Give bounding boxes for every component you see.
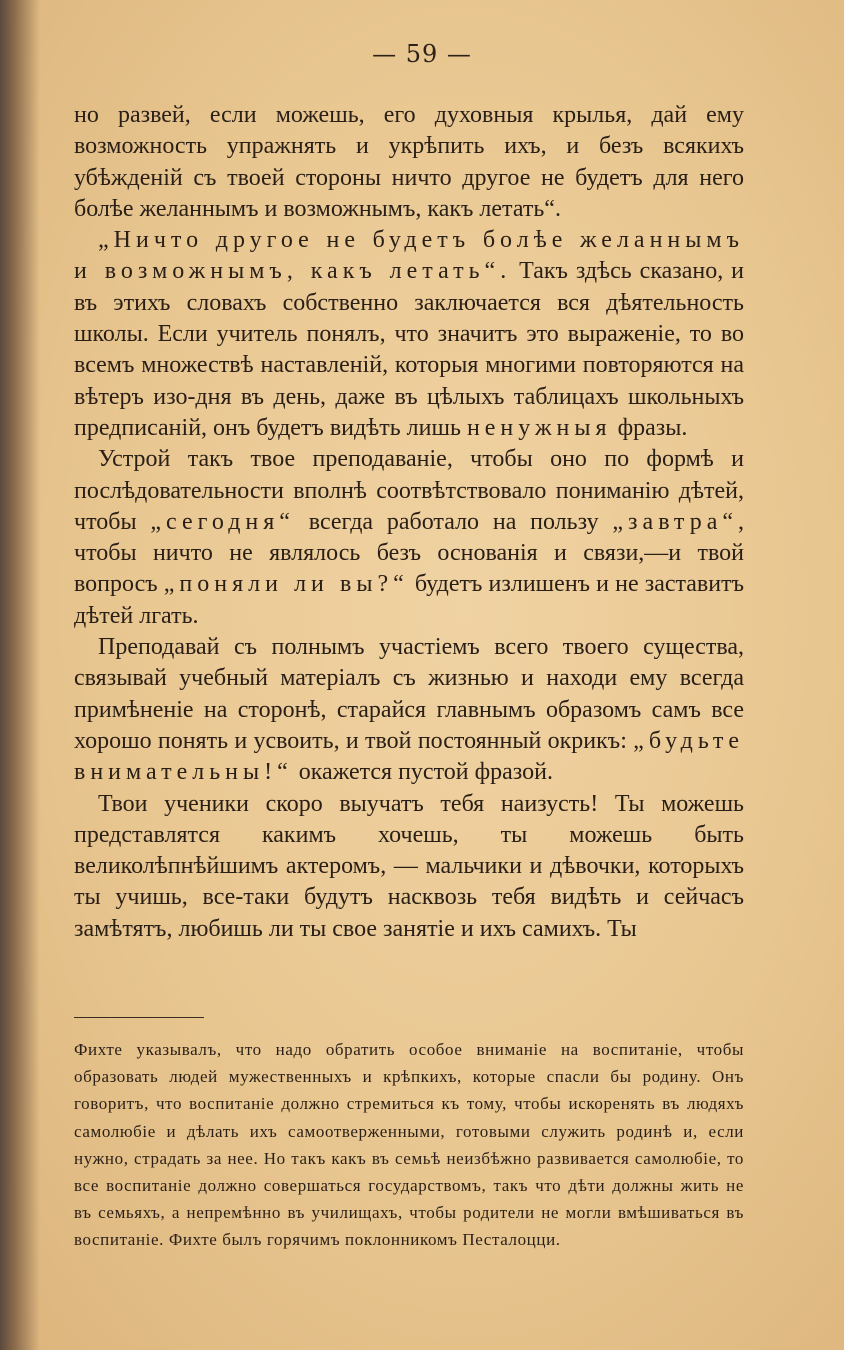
paragraph-2-end: фразы. (611, 414, 688, 441)
paragraph-3-b: всегда работало на пользу (294, 508, 613, 535)
emphasis-today: „сегодня“ (150, 508, 295, 535)
emphasis-tomorrow: „завтра“ (612, 508, 739, 535)
paragraph-3-c: , чтобы ничто не являлось безъ основанія и связи,—и твой вопросъ (74, 508, 745, 598)
footnote-divider (74, 1017, 204, 1018)
paragraph-3 (74, 444, 744, 632)
paragraph-5: Твои ученики скоро выучатъ тебя наизусть! Ты можешь представлятся какимъ хочешь, ты можешь быть великолѣпнѣйшимъ актеромъ, — мальчики и дѣвочки, которыхъ ты учишь, все-таки будутъ насквозь тебя видѣть и сейчасъ замѣтятъ, любишь ли ты свое занятіе и ихъ самихъ. Ты (74, 790, 744, 942)
paragraph-4-a: Преподавай съ полнымъ участіемъ всего твоего существа, связывай учебный матеріалъ съ жизнью и находи ему всегда примѣненіе на сторонѣ, старайся главнымъ образомъ самъ все хорошо понять и усвоить, и твой постоянный окрикъ: (74, 634, 744, 754)
emphasis-attentive: „будьте внимательны!“ (74, 727, 744, 786)
page-binding-shadow (0, 0, 40, 1350)
main-text (74, 100, 744, 945)
paragraph-1: но развей, если можешь, его духовныя крылья, дай ему возможность упражнять и укрѣпить ихъ, и безъ всякихъ убѣжденій съ твоей стороны ничто другое не будетъ для него болѣе желаннымъ и возможнымъ, какъ летать“. (74, 102, 744, 222)
emphasis-question: „поняли ли вы?“ (163, 571, 409, 598)
page-number: — 59 — (372, 40, 472, 68)
emphasis-unneeded: ненужныя (466, 414, 612, 441)
paragraph-3-d: будетъ излишенъ и не заставитъ дѣтей лгать. (74, 571, 745, 629)
quote-spaced: „Ничто другое не будетъ болѣе желаннымъ и возможнымъ, какъ летать“. (74, 227, 744, 285)
paragraph-3-a: Устрой такъ твое преподаваніе, чтобы оно по формѣ и послѣдовательности вполнѣ соотвѣтствовало пониманію дѣтей, чтобы (74, 446, 744, 535)
paragraph-4-b: окажется пустой фразой. (292, 759, 553, 786)
paragraph-2 (74, 225, 744, 444)
paragraph-4 (74, 632, 744, 788)
footnote: Фихте указывалъ, что надо обратить особое вниманіе на воспитаніе, чтобы образовать людей мужественныхъ и крѣпкихъ, которые спасли бы родину. Онъ говоритъ, что воспитаніе должно стремиться къ тому, чтобы искоренять въ людяхъ самолюбіе и дѣлать ихъ самоотверженными, готовыми служить родинѣ и, если нужно, страдать за нее. Но такъ какъ въ семьѣ неизбѣжно развивается самолюбіе, то все воспитаніе должно совершаться государствомъ, такъ что дѣти должны жить не въ семьяхъ, а непремѣнно въ училищахъ, чтобы родители не могли вмѣшиваться въ воспитаніе. Фихте былъ горячимъ поклонникомъ Песталоцци. (74, 1040, 744, 1250)
paragraph-2-text: Такъ здѣсь сказано, и въ этихъ словахъ собственно заключается вся дѣятельность школы. Если учитель понялъ, что значитъ это выраженіе, то во всемъ множествѣ наставленій, которыя многими повторяются на вѣтеръ изо-дня въ день, даже въ цѣлыхъ таблицахъ школьныхъ предписаній, онъ будетъ видѣть лишь (74, 258, 745, 441)
